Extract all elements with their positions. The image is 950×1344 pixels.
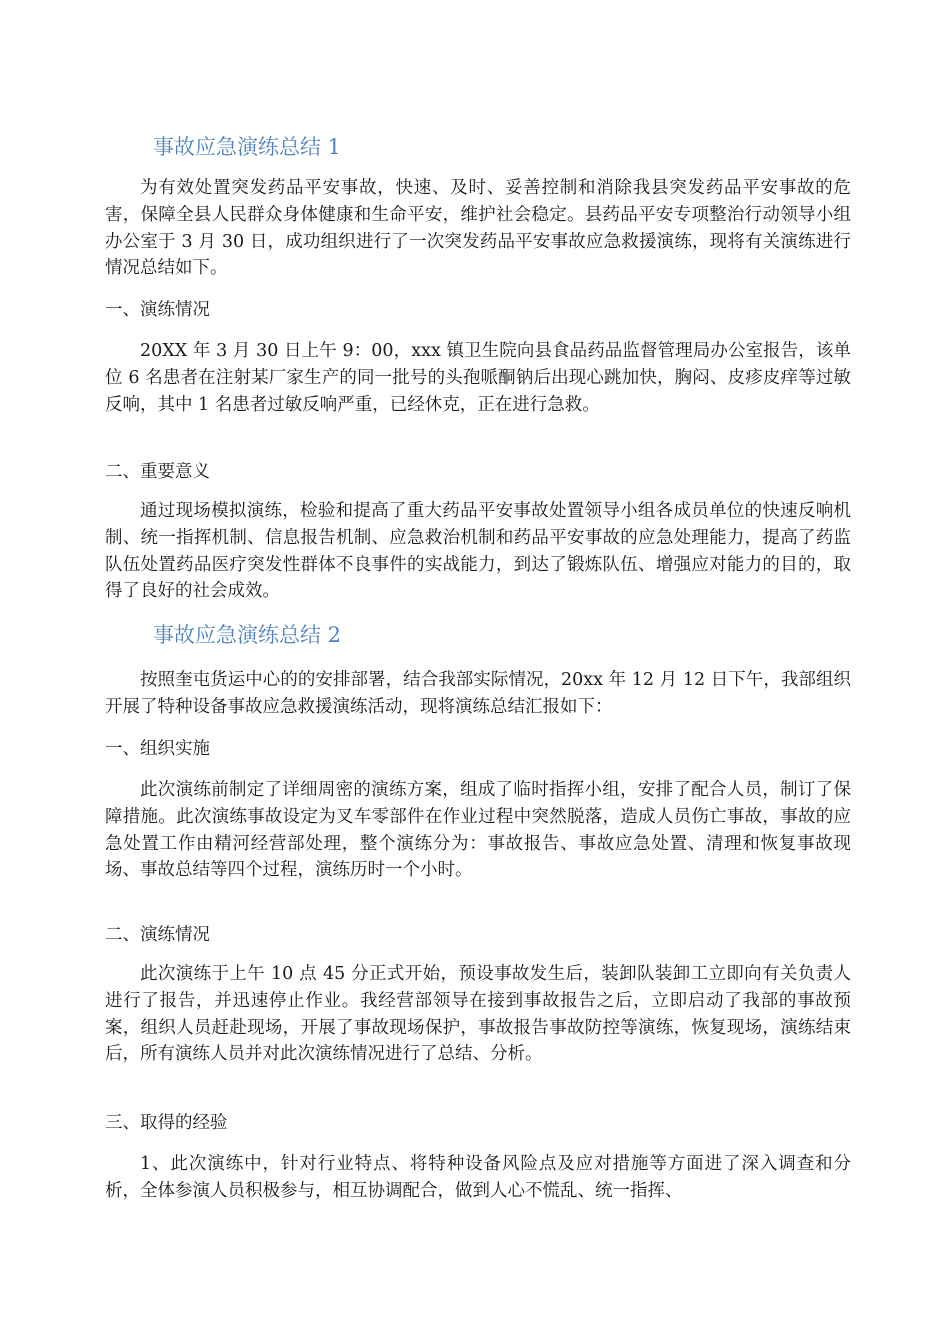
section-2-experience-paragraph: 1、此次演练中，针对行业特点、将特种设备风险点及应对措施等方面进了深入调查和分析，全体参演人员积极参与，相互协调配合，做到人心不慌乱、统一指挥、 <box>105 1154 851 1201</box>
section-1-drill-situation-paragraph: 20XX 年 3 月 30 日上午 9：00，xxx 镇卫生院向县食品药品监督管理局办公室报告，该单位 6 名患者在注射某厂家生产的同一批号的头孢哌酮钠后出现心跳加快，胸闷、皮疹皮痒等过敏反响，其中 1 名患者过敏反响严重，已经休克，正在进行急救。 <box>105 341 851 415</box>
section-2-organization-paragraph: 此次演练前制定了详细周密的演练方案，组成了临时指挥小组，安排了配合人员，制订了保障措施。此次演练事故设定为叉车零部件在作业过程中突然脱落，造成人员伤亡事故，事故的应急处置工作由精河经营部处理，整个演练分为：事故报告、事故应急处置、清理和恢复事故现场、事故总结等四个过程，演练历时一个小时。 <box>105 780 851 881</box>
section-1-heading-drill-situation: 一、演练情况 <box>105 300 210 320</box>
section-2-heading-drill-situation: 二、演练情况 <box>105 925 210 945</box>
section-2-title: 事故应急演练总结 2 <box>153 623 342 647</box>
section-1-title: 事故应急演练总结 1 <box>153 135 342 159</box>
section-2-heading-experience: 三、取得的经验 <box>105 1113 228 1133</box>
section-1-intro-paragraph: 为有效处置突发药品平安事故，快速、及时、妥善控制和消除我县突发药品平安事故的危害，保障全县人民群众身体健康和生命平安，维护社会稳定。县药品平安专项整治行动领导小组办公室于 3 月 30 日，成功组织进行了一次突发药品平安事故应急救援演练，现将有关演练进行情况总结如下。 <box>105 178 851 279</box>
section-1-heading-significance: 二、重要意义 <box>105 462 210 482</box>
section-2-intro-paragraph: 按照奎屯货运中心的的安排部署，结合我部实际情况，20xx 年 12 月 12 日下午，我部组织开展了特种设备事故应急救援演练活动，现将演练总结汇报如下： <box>105 670 851 717</box>
section-2-heading-organization: 一、组织实施 <box>105 739 210 759</box>
section-2-drill-situation-paragraph: 此次演练于上午 10 点 45 分正式开始，预设事故发生后，装卸队装卸工立即向有关负责人进行了报告，并迅速停止作业。我经营部领导在接到事故报告之后，立即启动了我部的事故预案，组织人员赶赴现场，开展了事故现场保护，事故报告事故防控等演练，恢复现场，演练结束后，所有演练人员并对此次演练情况进行了总结、分析。 <box>105 964 851 1065</box>
section-1-significance-paragraph: 通过现场模拟演练，检验和提高了重大药品平安事故处置领导小组各成员单位的快速反响机制、统一指挥机制、信息报告机制、应急救治机制和药品平安事故的应急处理能力，提高了药监队伍处置药品医疗突发性群体不良事件的实战能力，到达了锻炼队伍、增强应对能力的目的，取得了良好的社会成效。 <box>105 501 851 602</box>
